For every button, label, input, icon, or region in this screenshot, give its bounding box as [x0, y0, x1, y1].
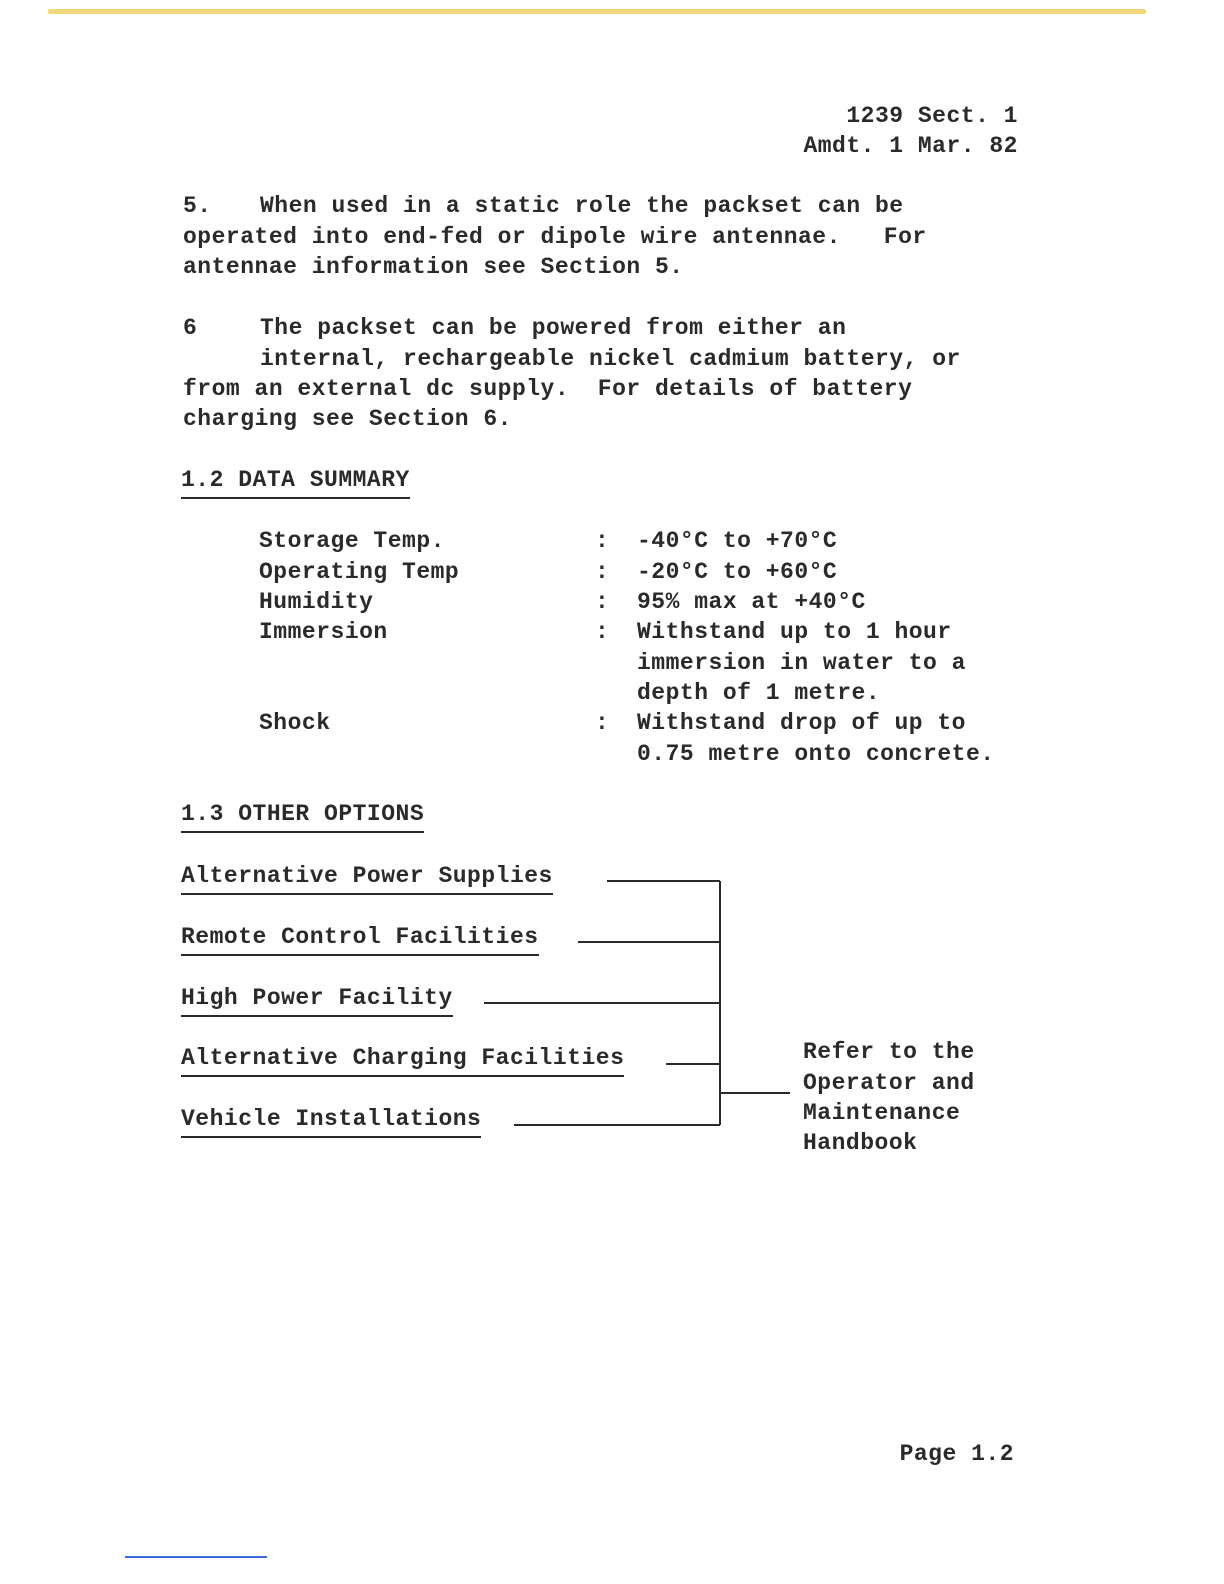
spec-label: Shock [259, 710, 331, 736]
option-item: Alternative Power Supplies [181, 861, 553, 895]
spec-value: 95% max at +40°C [637, 589, 866, 615]
spec-value: -40°C to +70°C [637, 528, 838, 554]
paragraph-line: The packset can be powered from either an [260, 315, 847, 341]
spec-separator: : [595, 528, 610, 554]
spec-separator: : [595, 559, 610, 585]
spec-separator: : [595, 589, 610, 615]
paragraph-line: operated into end-fed or dipole wire antennae. For [183, 224, 927, 250]
paragraph-number: 5. [183, 193, 212, 219]
option-item: Alternative Charging Facilities [181, 1043, 624, 1077]
note-line: Handbook [803, 1130, 918, 1156]
spec-separator: : [595, 710, 610, 736]
spec-label: Immersion [259, 619, 388, 645]
paragraph-number: 6 [183, 315, 198, 341]
amendment-date: Amdt. 1 Mar. 82 [803, 133, 1018, 159]
option-item: High Power Facility [181, 983, 453, 1017]
section-heading-data-summary: 1.2 DATA SUMMARY [181, 465, 410, 499]
paragraph-line: from an external dc supply. For details of battery [183, 376, 913, 402]
paragraph-line: When used in a static role the packset can be [260, 193, 904, 219]
spec-value: 0.75 metre onto concrete. [637, 741, 995, 767]
paragraph-line: charging see Section 6. [183, 406, 512, 432]
spec-value: depth of 1 metre. [637, 680, 881, 706]
option-item: Remote Control Facilities [181, 922, 539, 956]
spec-value: Withstand drop of up to [637, 710, 966, 736]
spec-separator: : [595, 619, 610, 645]
paragraph-line: antennae information see Section 5. [183, 254, 684, 280]
note-line: Maintenance [803, 1100, 961, 1126]
section-heading-other-options: 1.3 OTHER OPTIONS [181, 799, 424, 833]
spec-value: -20°C to +60°C [637, 559, 838, 585]
option-item: Vehicle Installations [181, 1104, 481, 1138]
bottom-edge-line [125, 1556, 267, 1558]
spec-value: immersion in water to a [637, 650, 966, 676]
spec-label: Humidity [259, 589, 374, 615]
spec-value: Withstand up to 1 hour [637, 619, 952, 645]
spec-label: Operating Temp [259, 559, 460, 585]
page-number: Page 1.2 [899, 1441, 1014, 1467]
note-line: Operator and [803, 1070, 975, 1096]
paragraph-line: internal, rechargeable nickel cadmium battery, or [260, 346, 961, 372]
top-edge-line [48, 9, 1146, 14]
note-line: Refer to the [803, 1039, 975, 1065]
doc-reference: 1239 Sect. 1 [846, 103, 1018, 129]
spec-label: Storage Temp. [259, 528, 445, 554]
